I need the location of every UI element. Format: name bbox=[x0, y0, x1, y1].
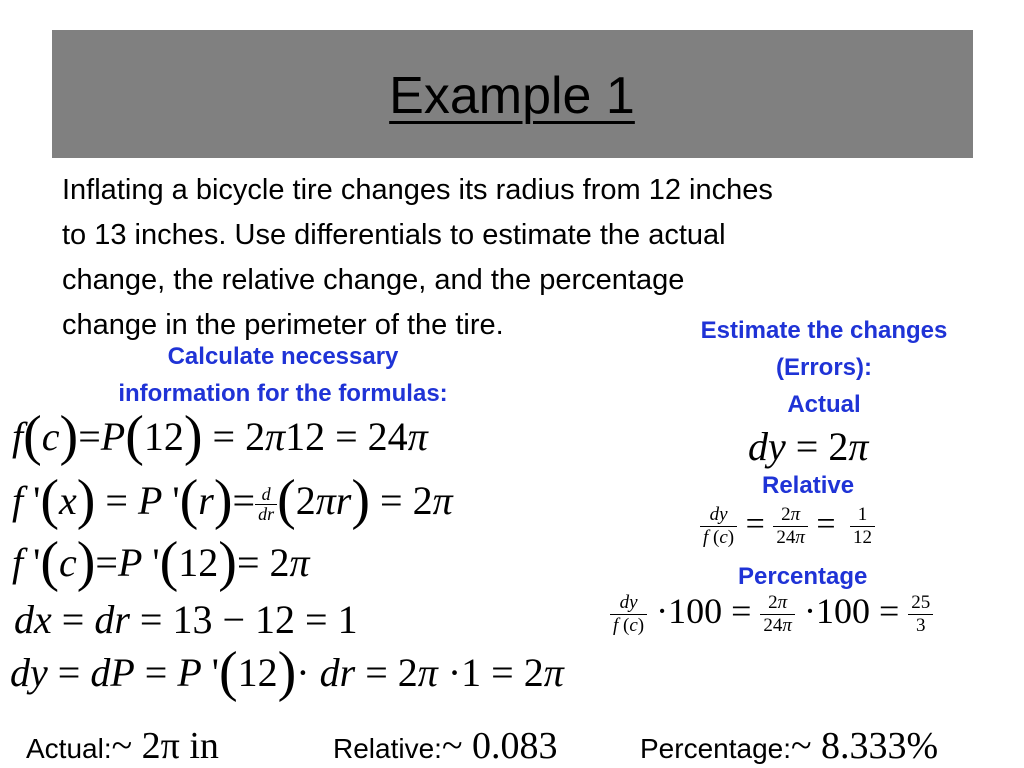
formula-dx: dx = dr = 13 − 12 = 1 bbox=[14, 597, 358, 642]
percentage-change-formula: $\frac{dy}{f (c)}$ ·100 = $\frac{2\pi}{24\pi}$ ·100 = $\frac{25}{3}$ bbox=[610, 592, 933, 637]
relative-result-value: ~ 0.083 bbox=[441, 725, 558, 767]
problem-statement: Inflating a bicycle tire changes its radius from 12 inches to 13 inches. Use differentials to estimate the actual change, the relative change, and the percentage change in the perimeter of the tire. bbox=[62, 174, 773, 341]
relative-result-label: Relative: bbox=[333, 733, 442, 764]
right-heading: Estimate the changes (Errors): Actual bbox=[700, 317, 948, 418]
actual-result bbox=[26, 724, 219, 768]
actual-change-formula: dy = 2π bbox=[748, 424, 869, 469]
relative-result bbox=[333, 724, 558, 768]
formula-dy: dy = dP = P '(12)· dr = 2π ·1 = 2π bbox=[10, 641, 564, 703]
relative-label: Relative bbox=[762, 472, 855, 499]
percentage-label: Percentage bbox=[738, 563, 868, 590]
percentage-result-value: ~ 8.333% bbox=[791, 725, 939, 767]
percentage-result bbox=[640, 724, 938, 768]
formula-f-of-c: f(c)=P(12) = 2π12 = 24π bbox=[12, 405, 428, 467]
percentage-result-label: Percentage: bbox=[640, 733, 791, 764]
formula-derivative-x: f '(x) = P '(r)= $\frac{d}{dr}$ (2πr) = 2π bbox=[12, 469, 453, 531]
relative-change-formula: $\frac{dy}{f (c)}$ = $\frac{2\pi}{24\pi}$ = $\frac{1}{12}$ bbox=[700, 504, 875, 549]
left-heading: Calculate necessary information for the formulas: bbox=[118, 343, 448, 407]
actual-result-value: ~ 2π in bbox=[111, 725, 219, 767]
formula-derivative-c: f '(c)=P '(12)= 2π bbox=[12, 531, 310, 593]
actual-result-label: Actual: bbox=[26, 733, 112, 764]
slide-title: Example 1 bbox=[389, 67, 635, 125]
